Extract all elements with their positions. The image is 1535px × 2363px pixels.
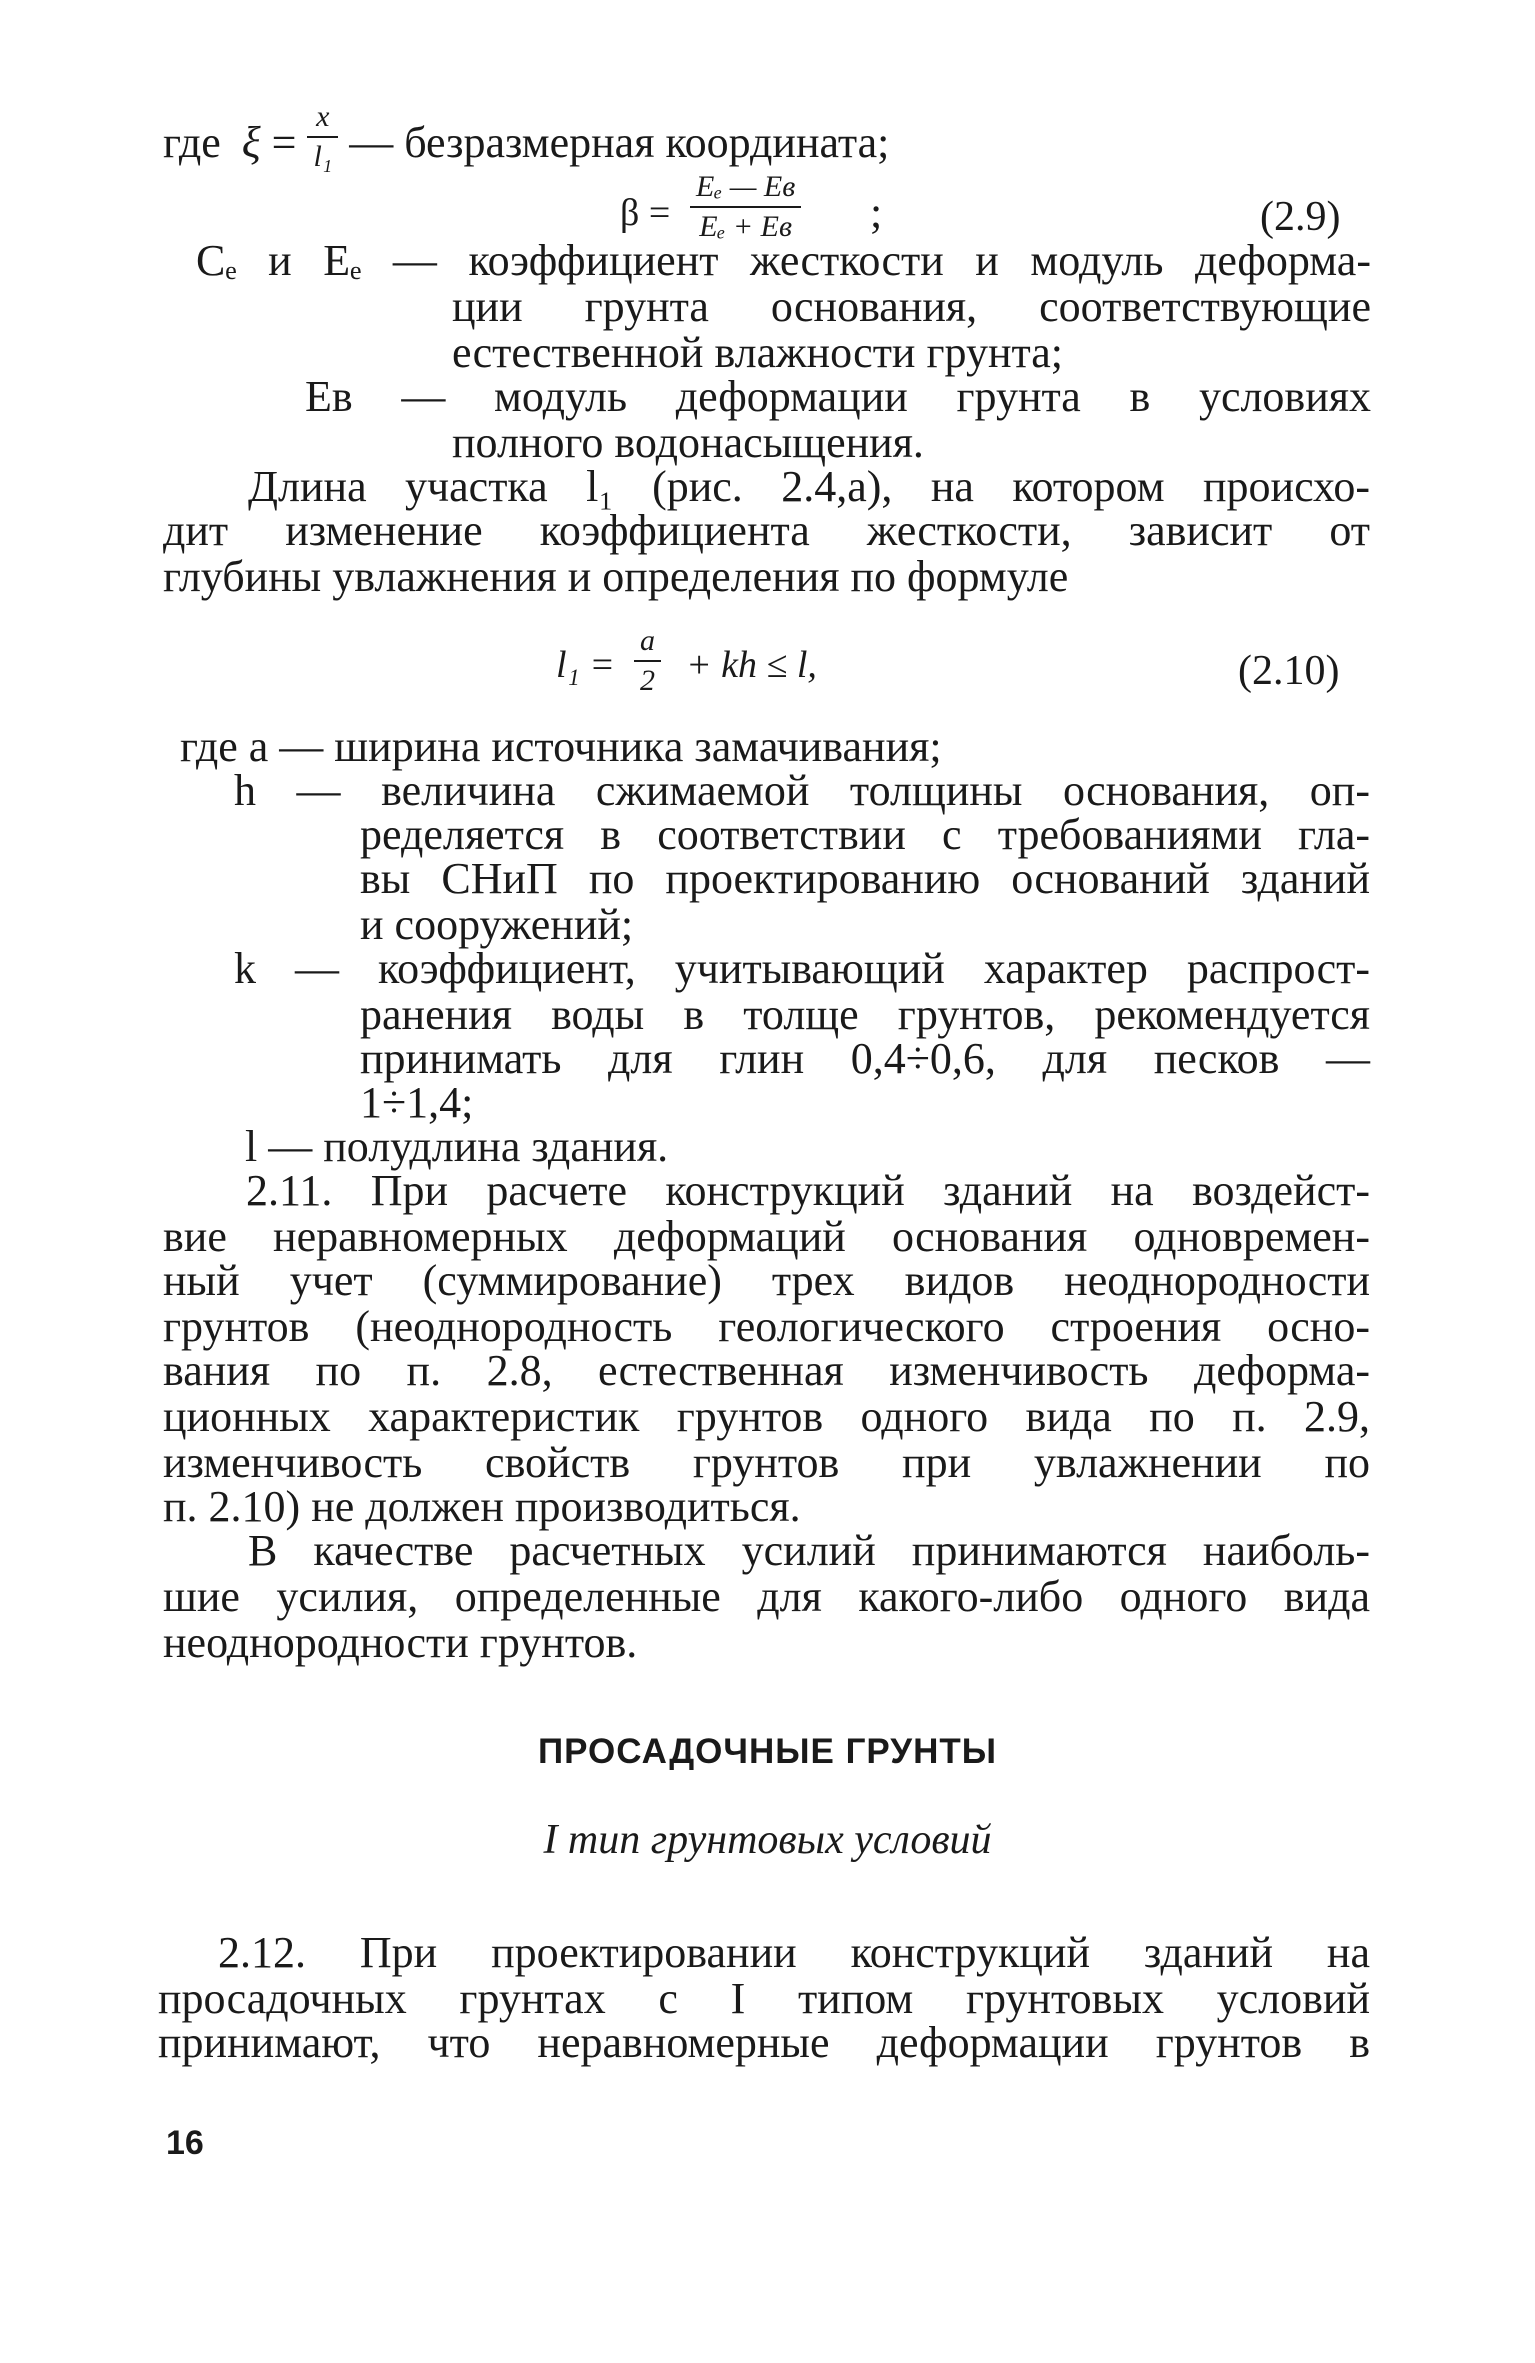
l1-fraction <box>634 622 661 700</box>
text-line: изменчивость свойств грунтов при увлажнении по <box>163 1438 1370 1487</box>
xi-fraction <box>307 98 338 176</box>
beta-denominator: Eₑ + Eв <box>699 210 792 243</box>
l1-numerator: a <box>634 622 661 662</box>
text-line: полного водонасыщения. <box>452 418 924 467</box>
l1-formula <box>556 618 976 708</box>
text-line: l — полудлина здания. <box>245 1122 669 1171</box>
section-heading: ПРОСАДОЧНЫЕ ГРУНТЫ <box>537 1732 998 1771</box>
text-line: h — величина сжимаемой толщины основания, оп- <box>234 766 1370 815</box>
xi-symbol: ξ <box>241 118 261 168</box>
text-line: ный учет (суммирование) трех видов неоднородности <box>163 1256 1370 1305</box>
text-line: естественной влажности грунта; <box>452 328 1064 377</box>
text-line: просадочных грунтах с I типом грунтовых условий <box>158 1974 1370 2023</box>
text-line: шие усилия, определенные для какого-либо одного вида <box>163 1572 1370 1621</box>
text-line: п. 2.10) не должен производиться. <box>163 1482 801 1531</box>
xi-denominator: l₁ <box>313 140 333 173</box>
xi-description: — безразмерная координата; <box>349 118 890 168</box>
equation-number-2-9: (2.9) <box>1260 194 1341 240</box>
text-line: принимать для глин 0,4÷0,6, для песков — <box>360 1034 1370 1083</box>
beta-numerator: Eₑ — Eв <box>690 168 801 208</box>
text-line: Длина участка l₁ (рис. 2.4,а), на котором происхо- <box>248 462 1370 511</box>
text-line: где a — ширина источника замачивания; <box>180 722 942 771</box>
text-line: k — коэффициент, учитывающий характер распрост- <box>234 944 1370 993</box>
text-line: неоднородности грунтов. <box>163 1618 638 1667</box>
text-line: Eв — модуль деформации грунта в условиях <box>305 372 1371 421</box>
text-line: В качестве расчетных усилий принимаются наиболь- <box>248 1526 1370 1575</box>
l1-denominator: 2 <box>640 664 655 697</box>
text-line: 2.11. При расчете конструкций зданий на воздейст- <box>246 1166 1370 1215</box>
text-line: ределяется в соответствии с требованиями гла- <box>360 810 1370 859</box>
equation-number-2-10: (2.10) <box>1238 648 1340 694</box>
text-line: ции грунта основания, соответствующие <box>452 282 1371 331</box>
text-line: вие неравномерных деформаций основания одновремен- <box>163 1212 1370 1261</box>
text-line: грунтов (неоднородность геологического строения осно- <box>163 1302 1370 1351</box>
text-line: вания по п. 2.8, естественная изменчивость деформа- <box>163 1346 1370 1395</box>
text-line: ранения воды в толще грунтов, рекомендуется <box>360 990 1370 1039</box>
equals-sign: = <box>271 118 297 168</box>
text-line: и сооружений; <box>360 900 634 949</box>
xi-numerator: x <box>307 98 338 138</box>
text-line: вы СНиП по проектированию оснований зданий <box>360 854 1370 903</box>
beta-semicolon: ; <box>870 188 883 237</box>
page-number: 16 <box>166 2124 204 2162</box>
text-where: где <box>163 118 221 168</box>
beta-fraction <box>690 168 801 246</box>
section-subheading: I тип грунтовых условий <box>543 1817 992 1863</box>
text-line: Cₑ и Eₑ — коэффициент жесткости и модуль деформа- <box>196 236 1371 285</box>
text-line: 1÷1,4; <box>360 1078 474 1127</box>
beta-lhs: β = <box>620 192 671 234</box>
text-line: ционных характеристик грунтов одного вида по п. 2.9, <box>163 1392 1370 1441</box>
l1-rhs: + kh ≤ l, <box>686 644 817 686</box>
text-line: 2.12. При проектировании конструкций зданий на <box>218 1928 1370 1977</box>
text-line: дит изменение коэффициента жесткости, зависит от <box>163 506 1370 555</box>
text-line: принимают, что неравномерные деформации грунтов в <box>158 2018 1370 2067</box>
l1-lhs: l₁ = <box>556 644 615 686</box>
text-line: глубины увлажнения и определения по формуле <box>163 552 1069 601</box>
